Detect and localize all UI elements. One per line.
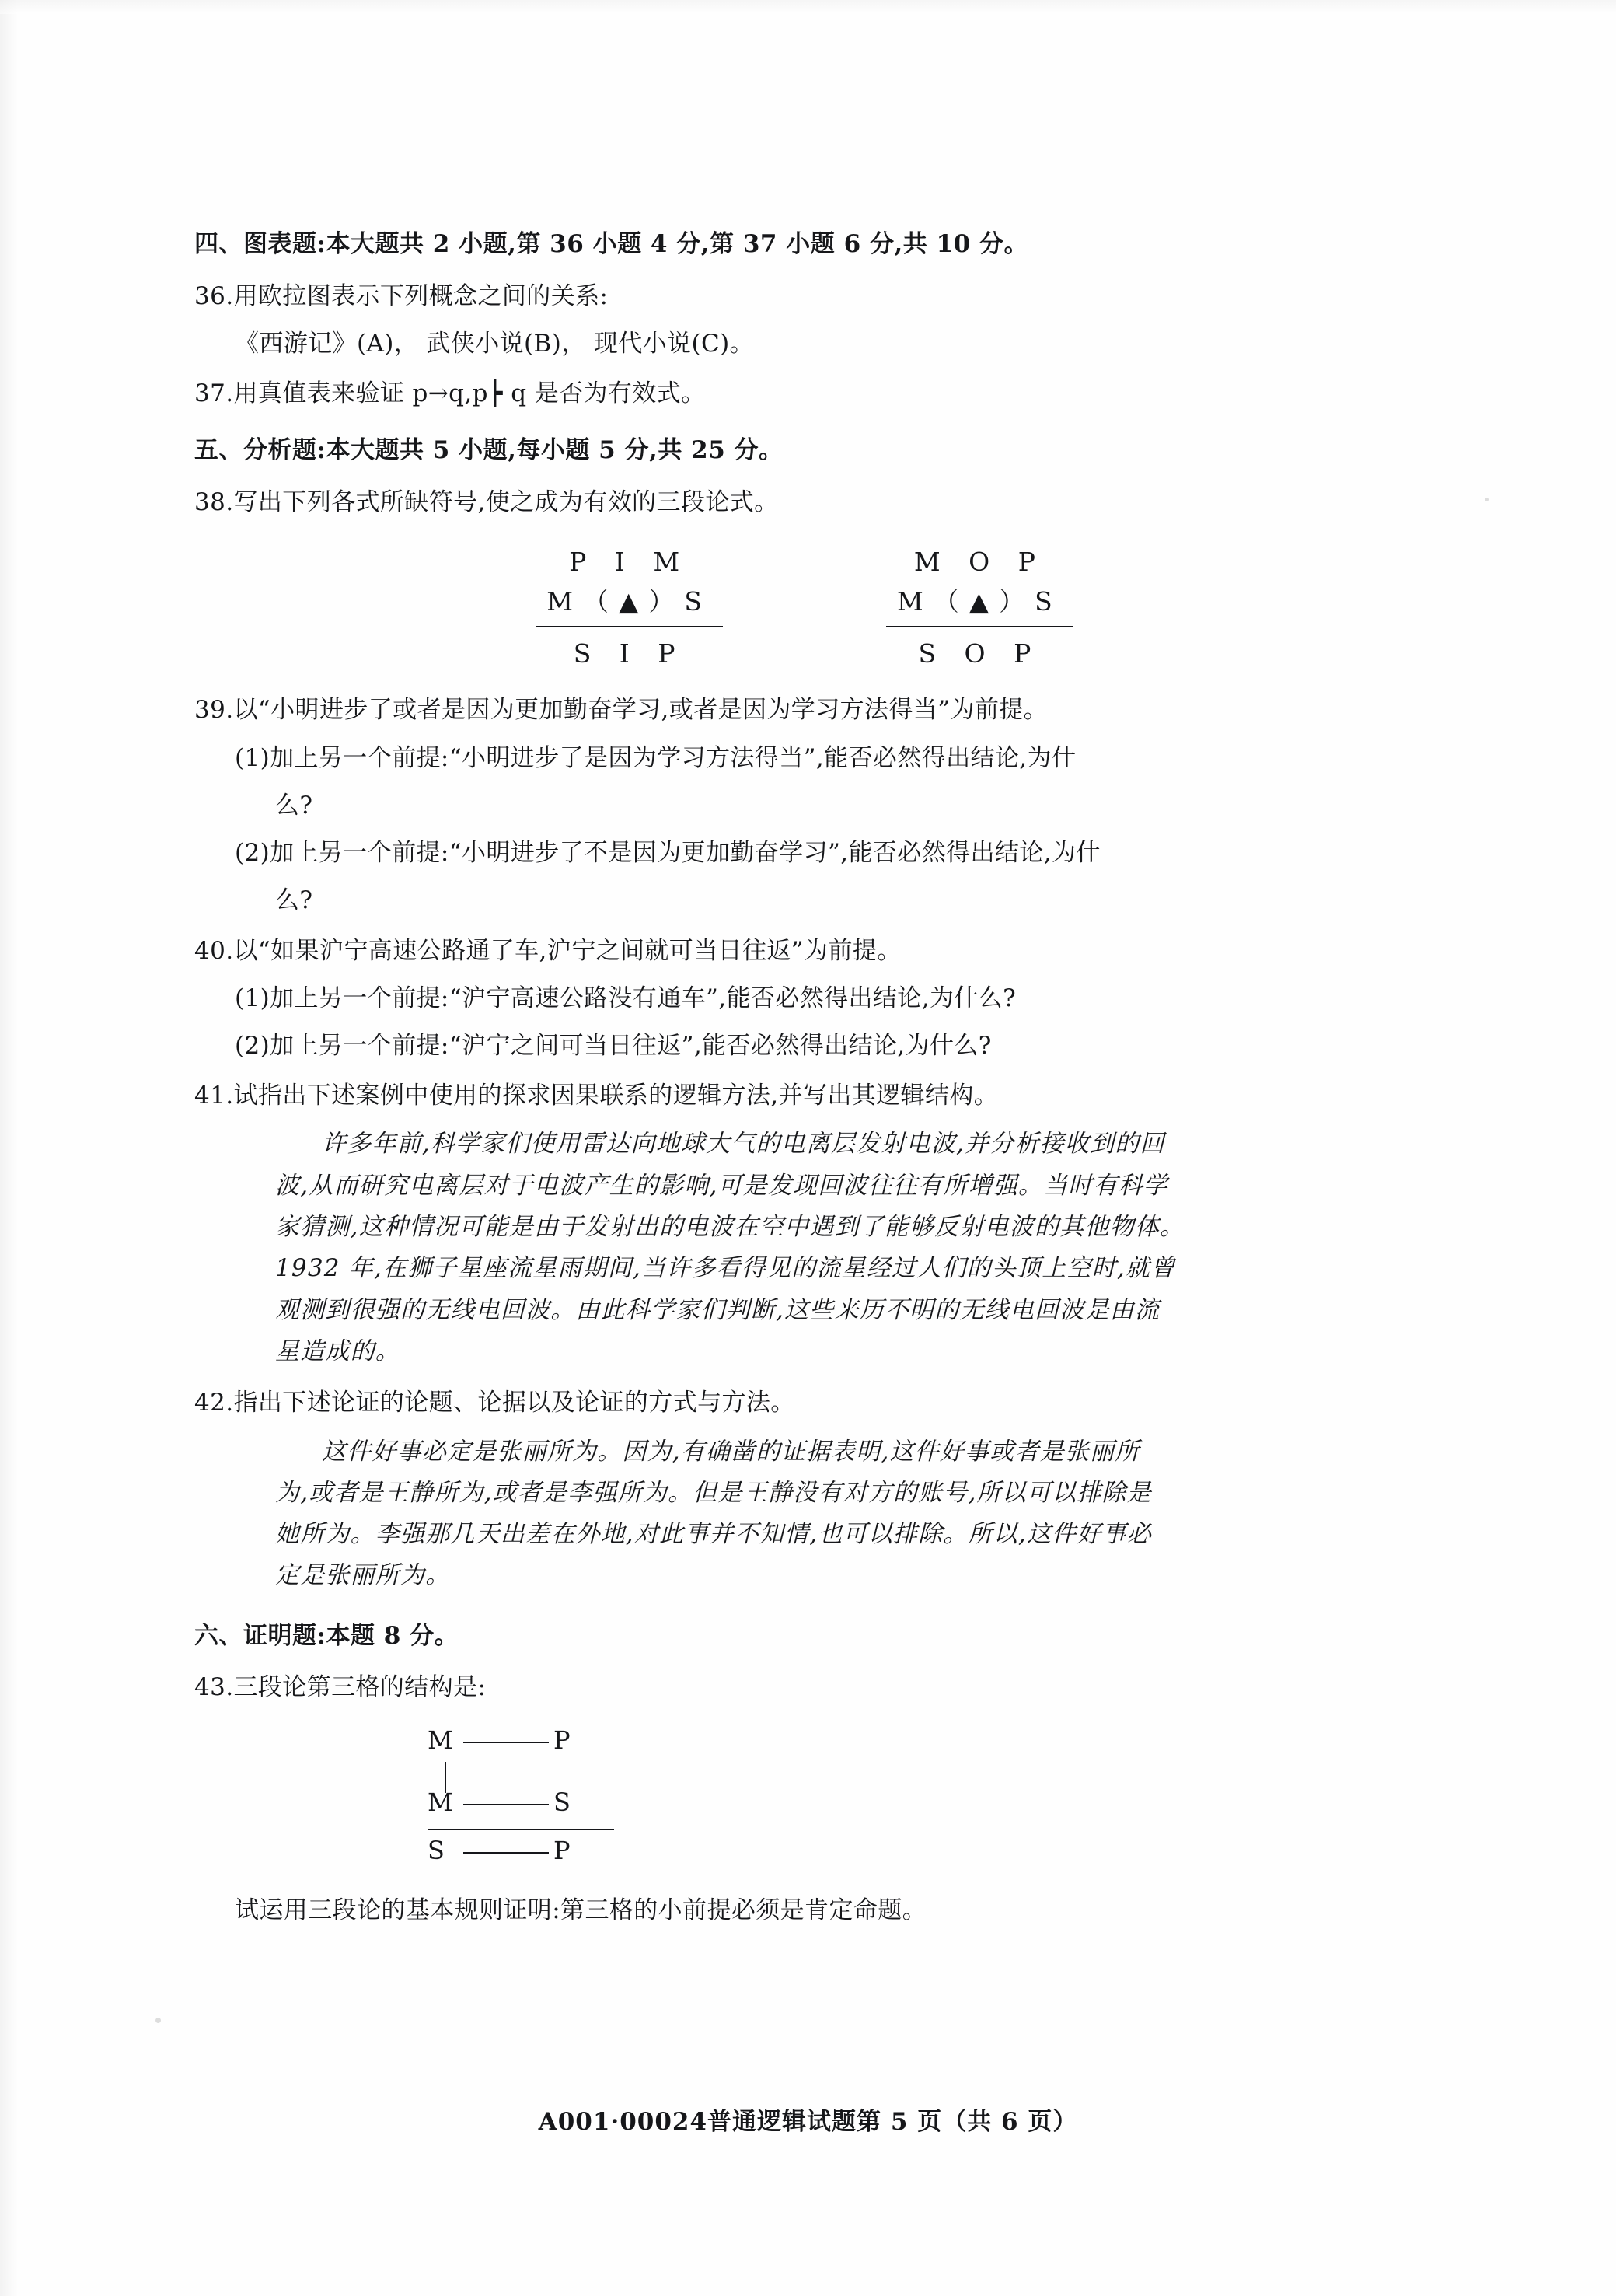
passage-line: 家猜测,这种情况可能是由于发射出的电波在空中遇到了能够反射电波的其他物体。 xyxy=(275,1213,1185,1242)
syllogism-right-premise-2: M（▲）S xyxy=(886,582,1073,627)
scan-speck xyxy=(1485,498,1489,501)
question-42: 42.指出下述论证的论题、论据以及论证的方式与方法。 xyxy=(194,1389,795,1417)
figure-connector-2 xyxy=(463,1804,549,1805)
figure-connector-3 xyxy=(463,1852,549,1854)
question-43-instruction: 试运用三段论的基本规则证明:第三格的小前提必须是肯定命题。 xyxy=(235,1896,927,1924)
passage-line: 星造成的。 xyxy=(275,1337,400,1366)
syllogism-right-premise-1: M O P xyxy=(913,547,1045,578)
figure-label-p2: P xyxy=(553,1835,571,1865)
figure-row-1 xyxy=(428,1725,1415,1760)
question-40-part-1: (1)加上另一个前提:“沪宁高速公路没有通车”,能否必然得出结论,为什么? xyxy=(235,984,1017,1012)
question-41-passage xyxy=(194,1124,1415,1372)
question-39-part-2: (2)加上另一个前提:“小明进步了不是因为更加勤奋学习”,能否必然得出结论,为什 xyxy=(235,839,1101,868)
question-38: 38.写出下列各式所缺符号,使之成为有效的三段论式。 xyxy=(194,488,779,516)
figure-third-syllogistic-figure xyxy=(194,1725,1415,1871)
figure-label-s1: S xyxy=(553,1787,571,1817)
passage-line: 她所为。李强那几天出差在外地,对此事并不知情,也可以排除。所以,这件好事必 xyxy=(275,1520,1152,1549)
scan-edge-top xyxy=(0,0,1616,14)
figure-row-2 xyxy=(428,1787,1415,1822)
figure-label-p1: P xyxy=(553,1725,571,1755)
scan-edge-left xyxy=(0,0,19,2296)
syllogism-left-premise-1: P I M xyxy=(569,547,690,578)
figure-connector-1 xyxy=(463,1742,549,1743)
syllogism-left-premise-2: M（▲）S xyxy=(536,582,723,627)
passage-line: 波,从而研究电离层对于电波产生的影响,可是发现回波往往有所增强。当时有科学 xyxy=(275,1171,1169,1200)
section-6-heading: 六、证明题:本题 8 分。 xyxy=(194,1621,459,1650)
section-5-heading: 五、分析题:本大题共 5 小题,每小题 5 分,共 25 分。 xyxy=(194,436,784,465)
page-footer: A001·00024普通逻辑试题第 5 页（共 6 页） xyxy=(538,2108,1078,2136)
passage-line: 1932 年,在狮子星座流星雨期间,当许多看得见的流星经过人们的头顶上空时,就曾 xyxy=(275,1254,1176,1283)
figure-label-m1: M xyxy=(428,1725,454,1755)
figure-label-s2: S xyxy=(428,1835,445,1865)
question-41: 41.试指出下述案例中使用的探求因果联系的逻辑方法,并写出其逻辑结构。 xyxy=(194,1082,999,1110)
question-39: 39.以“小明进步了或者是因为更加勤奋学习,或者是因为学习方法得当”为前提。 xyxy=(194,696,1049,725)
syllogism-figures xyxy=(194,542,1415,673)
figure-conclusion-rule xyxy=(428,1829,614,1830)
figure-row-3 xyxy=(428,1835,1415,1871)
question-39-part-1: (1)加上另一个前提:“小明进步了是因为学习方法得当”,能否必然得出结论,为什 xyxy=(235,743,1077,772)
passage-line: 为,或者是王静所为,或者是李强所为。但是王静没有对方的账号,所以可以排除是 xyxy=(275,1478,1152,1507)
syllogism-right xyxy=(886,542,1073,673)
page-content xyxy=(194,225,1415,1938)
question-42-passage xyxy=(194,1431,1415,1597)
section-4-heading: 四、图表题:本大题共 2 小题,第 36 小题 4 分,第 37 小题 6 分,共 10 分。 xyxy=(194,230,1028,258)
question-40: 40.以“如果沪宁高速公路通了车,沪宁之间就可当日往返”为前提。 xyxy=(194,936,902,965)
question-39-part-2-cont: 么? xyxy=(275,886,313,915)
question-43: 43.三段论第三格的结构是: xyxy=(194,1673,487,1702)
syllogism-left-conclusion: S I P xyxy=(573,638,686,669)
scan-speck xyxy=(155,2018,161,2023)
syllogism-right-conclusion: S O P xyxy=(918,638,1042,669)
passage-line: 这件好事必定是张丽所为。因为,有确凿的证据表明,这件好事或者是张丽所 xyxy=(322,1437,1140,1466)
figure-row-connector xyxy=(428,1760,1415,1787)
passage-line: 观测到很强的无线电回波。由此科学家们判断,这些来历不明的无线电回波是由流 xyxy=(275,1295,1161,1324)
syllogism-left xyxy=(536,542,723,673)
passage-line: 许多年前,科学家们使用雷达向地球大气的电离层发射电波,并分析接收到的回 xyxy=(322,1130,1165,1158)
question-40-part-2: (2)加上另一个前提:“沪宁之间可当日往返”,能否必然得出结论,为什么? xyxy=(235,1032,992,1061)
question-36: 36.用欧拉图表示下列概念之间的关系: xyxy=(194,281,609,310)
question-36-items: 《西游记》(A)， 武侠小说(B)， 现代小说(C)。 xyxy=(235,329,754,358)
question-39-part-1-cont: 么? xyxy=(275,791,313,820)
question-37: 37.用真值表来验证 p→q,p┝ q 是否为有效式。 xyxy=(194,379,706,408)
passage-line: 定是张丽所为。 xyxy=(275,1561,451,1590)
figure-label-m2: M xyxy=(428,1787,454,1817)
